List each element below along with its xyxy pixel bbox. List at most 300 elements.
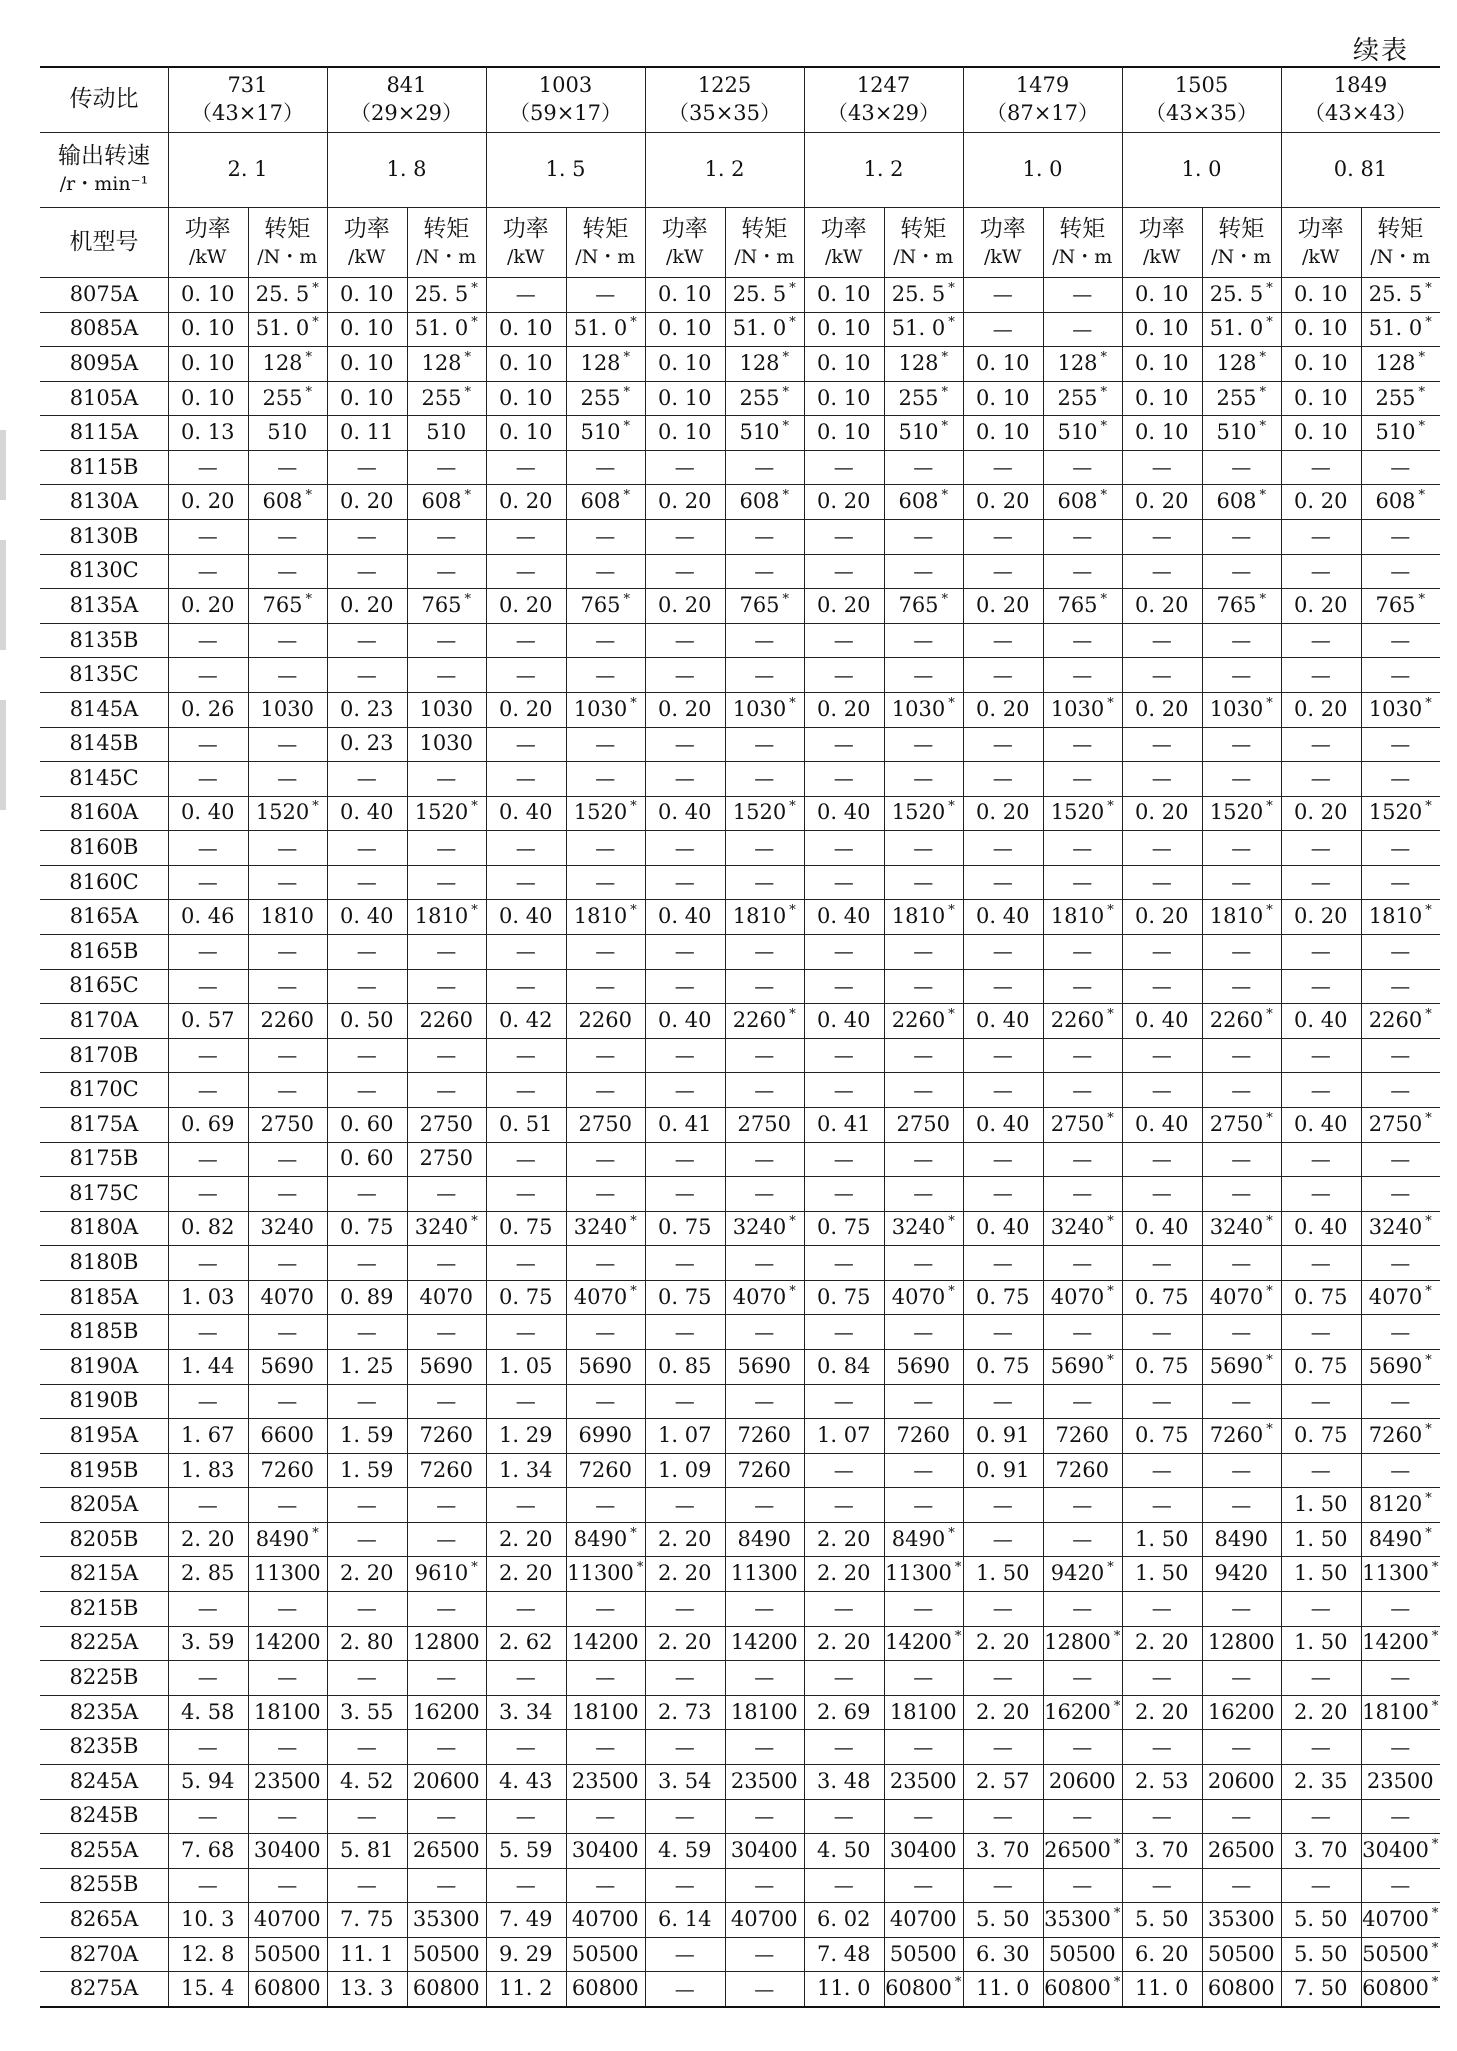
power-cell	[486, 657, 566, 692]
torque-value: 1520	[891, 800, 946, 825]
torque-value: —	[277, 1181, 298, 1206]
power-value: 1. 50	[1294, 1526, 1348, 1551]
torque-cell	[1043, 796, 1123, 831]
torque-value: 510	[426, 420, 467, 445]
row-rule	[40, 830, 1440, 831]
torque-header-stack	[1052, 214, 1112, 271]
power-value: —	[1310, 455, 1331, 480]
power-value: —	[356, 870, 377, 895]
power-value: —	[833, 1181, 854, 1206]
power-cell	[327, 1349, 407, 1384]
power-value: 2. 20	[658, 1526, 712, 1551]
footnote-star: *	[941, 384, 949, 400]
power-value: —	[356, 973, 377, 998]
torque-value: —	[913, 1319, 934, 1344]
torque-value: 2260	[419, 1007, 473, 1032]
torque-value: 608	[1216, 489, 1257, 514]
power-value: 0. 40	[1135, 1215, 1189, 1240]
power-value: 0. 10	[1135, 350, 1189, 375]
power-value: —	[833, 1388, 854, 1413]
model-number: 8255B	[69, 1872, 139, 1897]
power-value: —	[515, 1146, 536, 1171]
torque-cell	[407, 865, 487, 900]
power-value: —	[197, 1492, 218, 1517]
power-value: —	[197, 1872, 218, 1897]
torque-value: 7260	[419, 1422, 473, 1447]
torque-value: —	[436, 835, 457, 860]
torque-value: —	[1072, 766, 1093, 791]
power-cell	[1281, 381, 1361, 416]
torque-cell	[884, 657, 964, 692]
power-value: —	[1151, 1181, 1172, 1206]
torque-cell	[248, 312, 328, 347]
power-cell	[963, 1591, 1043, 1626]
power-cell	[168, 450, 248, 485]
torque-cell	[1043, 1280, 1123, 1315]
torque-value: —	[754, 1077, 775, 1102]
power-value: —	[515, 1665, 536, 1690]
power-cell	[1281, 1626, 1361, 1661]
torque-cell	[1361, 934, 1441, 969]
power-value: 4. 59	[658, 1837, 712, 1862]
torque-cell	[725, 727, 805, 762]
speed-value: 1. 5	[545, 157, 586, 181]
power-value: 1. 34	[499, 1457, 553, 1482]
power-value: —	[833, 1872, 854, 1897]
power-cell	[486, 727, 566, 762]
model-number: 8235A	[69, 1699, 139, 1724]
power-value: 5. 50	[1135, 1907, 1189, 1932]
ratio-value: 841	[386, 72, 427, 97]
ratio-header	[168, 66, 327, 132]
power-cell	[327, 1695, 407, 1730]
footnote-star: *	[948, 280, 955, 296]
torque-cell	[1361, 1349, 1441, 1384]
power-cell	[645, 1176, 725, 1211]
torque-value: —	[754, 766, 775, 791]
torque-value: —	[1231, 1181, 1252, 1206]
power-cell	[804, 657, 884, 692]
torque-cell	[1043, 899, 1123, 934]
torque-cell	[1202, 830, 1282, 865]
torque-cell	[1361, 796, 1441, 831]
torque-cell	[407, 1487, 487, 1522]
row-rule	[40, 1245, 1440, 1246]
torque-cell	[1043, 1314, 1123, 1349]
model-cell	[40, 865, 168, 900]
torque-cell	[1043, 1556, 1123, 1591]
torque-value: —	[1231, 455, 1252, 480]
power-value: 0. 40	[1135, 1007, 1189, 1032]
torque-value: 2750	[260, 1111, 314, 1136]
power-cell	[168, 1556, 248, 1591]
torque-value: 30400	[253, 1837, 321, 1862]
power-value: 0. 20	[1135, 593, 1189, 617]
power-cell	[1281, 484, 1361, 519]
torque-cell	[1202, 1971, 1282, 2006]
torque-cell	[1202, 1453, 1282, 1488]
power-cell	[327, 1314, 407, 1349]
power-cell	[486, 1418, 566, 1453]
power-value: 1. 83	[181, 1457, 235, 1482]
torque-cell	[407, 346, 487, 381]
torque-value: 50500	[412, 1941, 480, 1966]
footnote-star: *	[789, 1283, 796, 1299]
power-value: 1. 50	[1135, 1561, 1189, 1586]
model-number: 8075A	[69, 281, 139, 306]
torque-cell	[725, 1902, 805, 1937]
torque-cell	[1202, 1591, 1282, 1626]
row-rule	[40, 381, 1440, 382]
speed-value-cell	[963, 132, 1122, 207]
torque-cell	[1202, 692, 1282, 727]
power-value: —	[833, 870, 854, 895]
row-rule	[40, 2006, 1440, 2008]
torque-cell	[1202, 277, 1282, 312]
power-value: 0. 20	[1135, 800, 1189, 825]
power-cell	[645, 415, 725, 450]
torque-cell	[725, 1176, 805, 1211]
scan-edge-mark	[0, 540, 6, 650]
model-number: 8160A	[69, 800, 139, 825]
power-value: 0. 40	[817, 904, 871, 929]
power-cell	[963, 830, 1043, 865]
power-value: —	[197, 1665, 218, 1690]
power-value: 0. 20	[658, 489, 712, 514]
torque-value: —	[595, 1734, 616, 1759]
power-cell	[963, 761, 1043, 796]
column-rule	[1043, 207, 1044, 2006]
power-label-text: 功率	[1138, 215, 1185, 242]
torque-cell	[725, 1314, 805, 1349]
torque-value: —	[436, 662, 457, 687]
power-header	[168, 207, 248, 277]
torque-value: —	[913, 1388, 934, 1413]
torque-cell	[248, 1556, 328, 1591]
power-cell	[168, 830, 248, 865]
torque-value: 2260	[1209, 1007, 1264, 1032]
column-rule	[1361, 207, 1362, 2006]
footnote-star: *	[1431, 1698, 1439, 1714]
power-value: 0. 10	[658, 281, 712, 306]
power-value: 1. 59	[340, 1457, 394, 1482]
footnote-star: *	[1418, 488, 1426, 504]
power-cell	[1122, 1384, 1202, 1419]
torque-value: 25. 5	[1209, 281, 1264, 306]
torque-cell	[1361, 899, 1441, 934]
torque-cell	[248, 1314, 328, 1349]
power-value: —	[356, 835, 377, 860]
power-value: —	[515, 1077, 536, 1102]
footnote-star: *	[1100, 592, 1108, 607]
power-cell	[327, 761, 407, 796]
torque-cell	[1202, 796, 1282, 831]
torque-value: 1030	[1050, 696, 1105, 721]
torque-cell	[884, 1453, 964, 1488]
torque-value: —	[913, 973, 934, 998]
torque-cell	[566, 657, 646, 692]
torque-value: 16200	[1044, 1699, 1111, 1724]
torque-value: —	[277, 1803, 298, 1828]
torque-value: 1520	[732, 800, 787, 825]
torque-value: —	[436, 1734, 457, 1759]
power-value: 2. 57	[976, 1768, 1030, 1793]
torque-value: 23500	[571, 1768, 639, 1793]
power-cell	[804, 692, 884, 727]
torque-value: 5690	[896, 1353, 950, 1378]
torque-cell	[725, 588, 805, 623]
power-value: —	[515, 973, 536, 998]
power-value: 11. 0	[976, 1976, 1030, 2001]
row-rule	[40, 450, 1440, 451]
footnote-star: *	[789, 799, 796, 815]
torque-value: 20600	[1207, 1768, 1275, 1793]
power-cell	[327, 277, 407, 312]
model-number: 8180B	[69, 1250, 139, 1275]
model-number: 8255A	[69, 1837, 139, 1862]
power-cell	[1281, 1556, 1361, 1591]
model-cell	[40, 1695, 168, 1730]
torque-cell	[566, 1418, 646, 1453]
power-cell	[1122, 1107, 1202, 1142]
power-cell	[1281, 1003, 1361, 1038]
torque-cell	[725, 761, 805, 796]
power-value: —	[356, 1734, 377, 1759]
footnote-star: *	[782, 419, 790, 435]
row-rule	[40, 1729, 1440, 1730]
torque-value: 40700	[1362, 1907, 1429, 1932]
torque-cell	[248, 277, 328, 312]
torque-value: 1030	[1209, 696, 1264, 721]
footnote-star: *	[1425, 695, 1432, 711]
torque-cell	[407, 1695, 487, 1730]
torque-value: —	[595, 1388, 616, 1413]
model-number: 8245A	[69, 1768, 139, 1793]
torque-value: 9420	[1214, 1561, 1268, 1586]
footnote-star: *	[312, 315, 319, 331]
torque-value: —	[1072, 628, 1093, 653]
power-cell	[963, 1142, 1043, 1177]
power-cell	[1281, 1695, 1361, 1730]
torque-value: —	[277, 662, 298, 687]
torque-value: —	[913, 766, 934, 791]
torque-cell	[1361, 1868, 1441, 1903]
model-number: 8215B	[69, 1595, 139, 1620]
power-cell	[963, 1695, 1043, 1730]
row-rule	[40, 1868, 1440, 1869]
footnote-star: *	[1425, 1525, 1432, 1541]
torque-value: 9610	[414, 1561, 469, 1586]
footnote-star: *	[305, 592, 313, 607]
row-rule	[40, 1522, 1440, 1523]
power-value: 0. 40	[658, 1007, 712, 1032]
torque-value: 128	[580, 350, 621, 375]
torque-cell	[407, 1556, 487, 1591]
torque-value: 255	[580, 385, 621, 410]
power-value: 0. 75	[1135, 1422, 1189, 1447]
model-number: 8105A	[69, 385, 139, 410]
torque-value: —	[277, 1596, 298, 1621]
torque-cell	[248, 588, 328, 623]
model-number: 8115A	[69, 420, 139, 445]
power-cell	[168, 519, 248, 554]
torque-cell	[1043, 934, 1123, 969]
power-cell	[804, 1314, 884, 1349]
ratio-stack	[1145, 71, 1258, 128]
torque-cell	[725, 277, 805, 312]
power-value: 0. 20	[1135, 489, 1189, 514]
torque-cell	[1043, 1937, 1123, 1972]
ratio-header	[327, 66, 486, 132]
torque-cell	[884, 1211, 964, 1246]
torque-cell	[1361, 1971, 1441, 2006]
model-number: 8165C	[69, 973, 139, 998]
power-value: 0. 50	[340, 1007, 394, 1032]
torque-value: 12800	[1044, 1630, 1111, 1655]
torque-cell	[566, 1384, 646, 1419]
power-value: —	[1310, 1043, 1331, 1068]
row-rule	[40, 415, 1440, 416]
torque-cell	[407, 1799, 487, 1834]
torque-cell	[725, 1868, 805, 1903]
power-cell	[486, 1971, 566, 2006]
torque-cell	[1202, 554, 1282, 589]
power-value: —	[1310, 939, 1331, 964]
torque-cell	[1043, 415, 1123, 450]
power-value: 1. 07	[817, 1422, 871, 1447]
torque-value: 18100	[1362, 1699, 1429, 1724]
torque-cell	[566, 346, 646, 381]
torque-value: 2260	[260, 1007, 314, 1032]
torque-cell	[1202, 346, 1282, 381]
footnote-star: *	[1266, 1006, 1273, 1022]
power-cell	[645, 623, 725, 658]
power-value: —	[356, 524, 377, 549]
power-cell	[645, 1522, 725, 1557]
power-value: 0. 10	[340, 385, 394, 410]
footnote-star: *	[789, 1006, 796, 1022]
power-value: —	[674, 1803, 695, 1828]
row-rule	[40, 66, 1440, 68]
torque-value: 7260	[1368, 1422, 1423, 1447]
torque-value: 18100	[571, 1699, 639, 1724]
power-cell	[168, 1487, 248, 1522]
power-cell	[963, 1660, 1043, 1695]
power-header-stack	[344, 214, 390, 271]
power-value: 0. 10	[1294, 350, 1348, 375]
power-cell	[1122, 1176, 1202, 1211]
power-value: —	[674, 939, 695, 964]
power-value: —	[1151, 628, 1172, 653]
footnote-star: *	[623, 419, 631, 435]
model-number: 8180A	[69, 1215, 139, 1240]
torque-value: —	[1390, 1043, 1411, 1068]
power-value: —	[197, 1250, 218, 1275]
power-value: —	[674, 1250, 695, 1275]
torque-label-text: 转矩	[582, 215, 629, 242]
power-value: —	[674, 1596, 695, 1621]
torque-value: 255	[1375, 385, 1416, 410]
row-rule	[40, 132, 1440, 133]
model-number: 8145C	[69, 765, 139, 790]
torque-cell	[884, 1418, 964, 1453]
power-value: 0. 75	[658, 1215, 712, 1240]
ratio-stack	[191, 71, 304, 128]
power-value: —	[197, 455, 218, 480]
footnote-star: *	[1425, 1110, 1432, 1126]
torque-value: —	[595, 1077, 616, 1102]
torque-cell	[407, 1003, 487, 1038]
torque-unit-text: /N・m	[1211, 245, 1272, 268]
torque-value: 14200	[885, 1630, 952, 1655]
torque-value: 7260	[578, 1457, 632, 1482]
torque-cell	[1202, 1799, 1282, 1834]
torque-cell	[884, 277, 964, 312]
power-value: 1. 59	[340, 1422, 394, 1447]
torque-value: —	[754, 1665, 775, 1690]
torque-cell	[884, 1695, 964, 1730]
power-cell	[963, 657, 1043, 692]
torque-value: 3240	[1050, 1215, 1105, 1240]
torque-value: 1520	[1209, 800, 1264, 825]
torque-value: 5690	[737, 1353, 791, 1378]
power-value: —	[992, 282, 1013, 307]
power-value: 15. 4	[181, 1976, 235, 2001]
torque-value: —	[1231, 662, 1252, 687]
power-value: 0. 20	[976, 593, 1030, 617]
power-value: —	[515, 662, 536, 687]
torque-value: 11300	[730, 1561, 798, 1586]
torque-value: 128	[898, 350, 939, 375]
power-cell	[645, 1660, 725, 1695]
torque-cell	[1043, 623, 1123, 658]
power-value: —	[992, 1250, 1013, 1275]
torque-cell	[884, 1764, 964, 1799]
torque-cell	[725, 415, 805, 450]
torque-cell	[725, 381, 805, 416]
torque-cell	[248, 450, 328, 485]
power-value: —	[992, 524, 1013, 549]
torque-cell	[566, 1833, 646, 1868]
torque-cell	[248, 1522, 328, 1557]
torque-cell	[407, 1245, 487, 1280]
power-cell	[327, 1038, 407, 1073]
teeth-value: （87×17）	[985, 101, 1100, 125]
power-value: 4. 58	[181, 1699, 235, 1724]
power-value: —	[992, 1803, 1013, 1828]
torque-value: 7260	[896, 1422, 950, 1447]
power-value: —	[356, 1388, 377, 1413]
torque-cell	[1361, 1245, 1441, 1280]
power-cell	[486, 1384, 566, 1419]
torque-cell	[884, 1937, 964, 1972]
footnote-star: *	[471, 280, 478, 296]
model-number: 8130A	[69, 489, 139, 514]
torque-cell	[884, 761, 964, 796]
footnote-star: *	[464, 488, 472, 504]
footnote-star: *	[1100, 384, 1108, 400]
torque-value: 8490	[891, 1526, 946, 1551]
torque-label-text: 转矩	[423, 215, 470, 242]
torque-cell	[884, 1142, 964, 1177]
power-cell	[1281, 1799, 1361, 1834]
power-value: —	[1151, 1734, 1172, 1759]
torque-cell	[248, 1245, 328, 1280]
torque-cell	[725, 1453, 805, 1488]
power-value: —	[833, 1250, 854, 1275]
power-cell	[963, 519, 1043, 554]
power-value: —	[674, 1976, 695, 2001]
